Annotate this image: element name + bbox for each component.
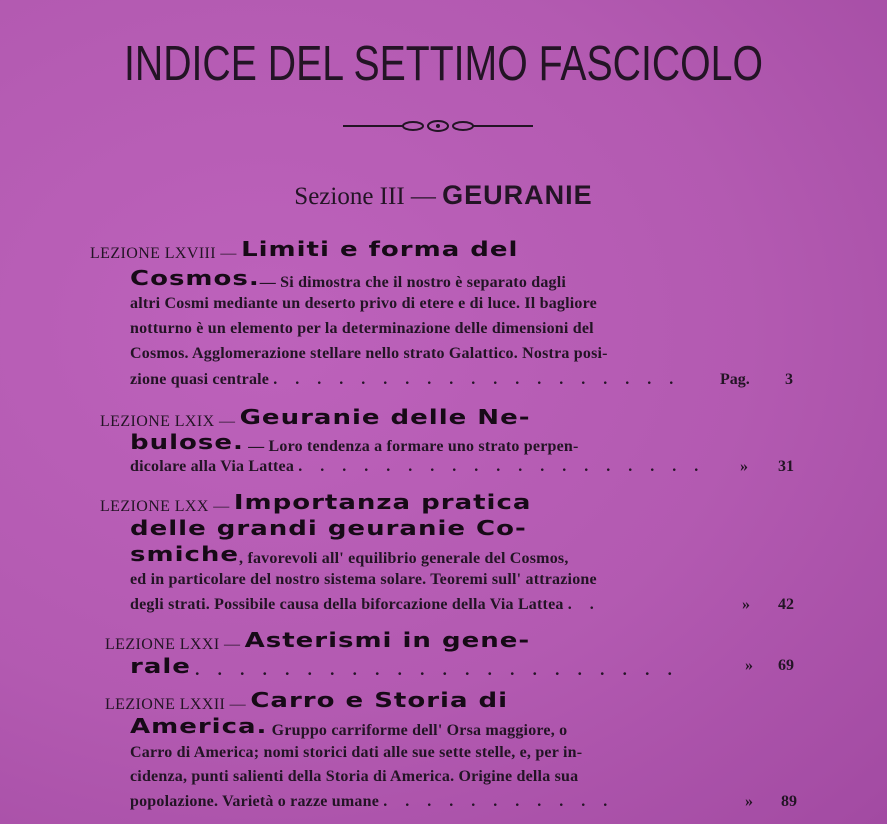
lesson-68-line-6 <box>130 367 680 393</box>
lesson-72-line-3: Carro di America; nomi storici dati alle sue sette stelle, e, per in- <box>130 744 583 761</box>
lesson-number: LEZIONE LXXII — <box>105 696 247 713</box>
lesson-title-cont: America. <box>130 715 268 739</box>
ditto-mark: » <box>740 458 748 475</box>
lesson-text: degli strati. Possibile causa della biforcazione della Via Lattea <box>130 596 564 613</box>
lesson-text: Gruppo carriforme dell' Orsa maggiore, o <box>271 722 568 739</box>
lesson-69-line-1 <box>100 405 531 431</box>
lesson-68-line-5: Cosmos. Agglomerazione stellare nello strato Galattico. Nostra posi- <box>130 345 608 362</box>
lesson-title: Asterismi in gene- <box>244 629 531 653</box>
lesson-70-line-2 <box>130 516 527 542</box>
lesson-title: Importanza pratica <box>233 491 532 515</box>
lesson-72-line-4: cidenza, punti salienti della Storia di America. Origine della sua <box>130 768 579 785</box>
lesson-title: Limiti e forma del <box>241 238 519 262</box>
lesson-71-line-2 <box>130 654 679 680</box>
section-label: Sezione III — <box>294 183 436 210</box>
page-number: 89 <box>781 793 797 810</box>
page-number: 31 <box>778 458 794 475</box>
page-number: 69 <box>778 657 794 674</box>
page-ref-label: Pag. <box>720 371 750 388</box>
lesson-text: , favorevoli all' equilibrio generale del Cosmos, <box>239 550 569 567</box>
page-number: 42 <box>778 596 794 613</box>
leader-dots: . . . . . . . . . . . . . . . . . . . . . . <box>195 660 679 679</box>
lesson-68-line-1 <box>90 237 518 263</box>
lesson-68-line-4: notturno è un elemento per la determinazione delle dimensioni del <box>130 320 594 337</box>
leader-dots: . . . . . . . . . . . . . . . . . . . <box>273 371 681 388</box>
lesson-70-line-5 <box>130 592 601 618</box>
ditto-mark: » <box>745 793 753 810</box>
lesson-72-line-5 <box>130 789 614 815</box>
lesson-text: — Si dimostra che il nostro è separato dagli <box>259 274 567 291</box>
leader-dots: . . <box>567 596 601 613</box>
lesson-70-line-4: ed in particolare del nostro sistema solare. Teoremi sull' attrazione <box>130 571 597 588</box>
lesson-number: LEZIONE LXVIII — <box>90 245 237 262</box>
lesson-title-cont: delle grandi geuranie Co- <box>130 517 527 541</box>
lesson-title: Carro e Storia di <box>250 689 509 713</box>
section-name: GEURANIE <box>442 180 593 210</box>
lesson-title-cont: Cosmos. <box>130 267 260 291</box>
lesson-71-line-1 <box>105 628 530 654</box>
lesson-text: zione quasi centrale <box>130 371 270 388</box>
lesson-72-line-1 <box>105 688 508 714</box>
lesson-69-line-3 <box>130 454 705 480</box>
page-number: 3 <box>785 371 793 388</box>
lesson-69-line-2 <box>130 430 579 456</box>
lesson-number: LEZIONE LXX — <box>100 498 230 515</box>
ornament-divider-icon <box>343 116 533 136</box>
lesson-title: Geuranie delle Ne- <box>239 406 531 430</box>
leader-dots: . . . . . . . . . . . . . . . . . . . <box>298 458 706 475</box>
lesson-68-line-2 <box>130 266 566 292</box>
lesson-text: dicolare alla Via Lattea <box>130 458 295 475</box>
ditto-mark: » <box>742 596 750 613</box>
lesson-text: popolazione. Varietà o razze umane <box>130 793 379 810</box>
lesson-title-cont: rale <box>130 655 191 679</box>
ditto-mark: » <box>745 657 753 674</box>
lesson-72-line-2 <box>130 714 567 740</box>
leader-dots: . . . . . . . . . . . <box>383 793 615 810</box>
lesson-text: — Loro tendenza a formare uno strato perpen- <box>248 438 579 455</box>
lesson-68-line-3: altri Cosmi mediante un deserto privo di etere e di luce. Il bagliore <box>130 295 597 312</box>
lesson-title-cont: bulose. <box>130 431 244 455</box>
section-heading <box>0 180 887 211</box>
lesson-number: LEZIONE LXIX — <box>100 413 236 430</box>
lesson-number: LEZIONE LXXI — <box>105 636 241 653</box>
lesson-70-line-1 <box>100 490 531 516</box>
page-title: INDICE DEL SETTIMO FASCICOLO <box>124 37 763 91</box>
lesson-title-cont: smiche <box>130 543 240 567</box>
lesson-70-line-3 <box>130 542 569 568</box>
